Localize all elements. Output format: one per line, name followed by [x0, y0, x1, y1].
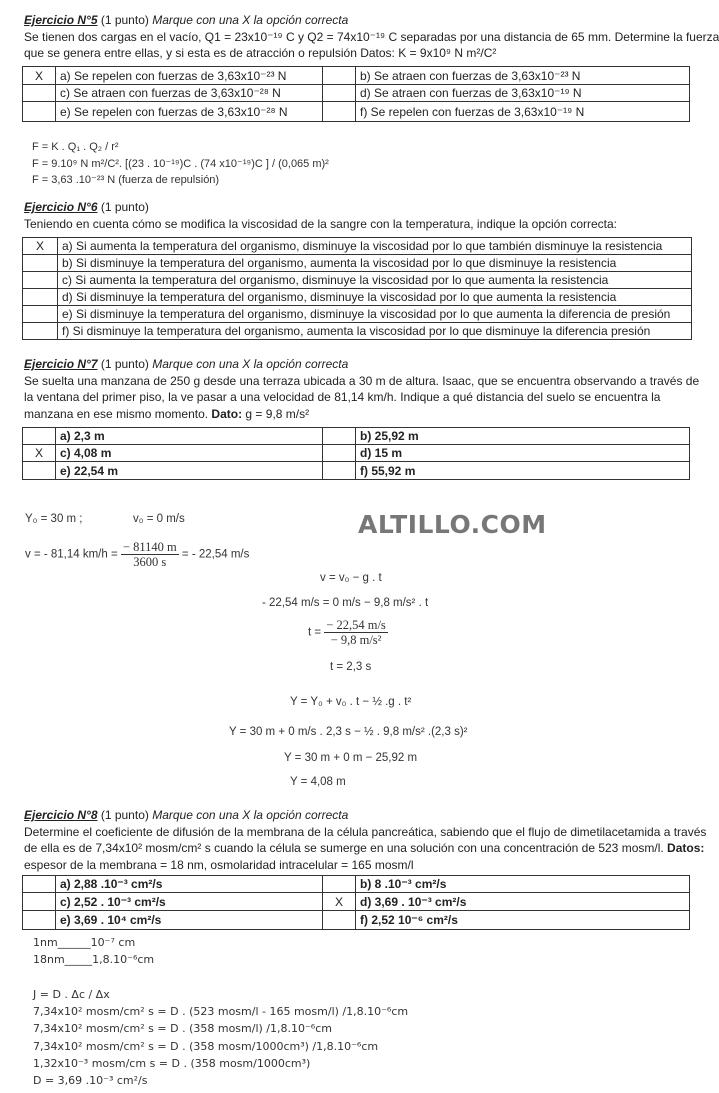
exercise-8-header [24, 807, 692, 824]
exercise-title: Ejercicio N°7 [24, 357, 98, 371]
exercise-5-header [24, 12, 692, 29]
answer-mark[interactable] [23, 462, 56, 480]
denominator: 3600 s [133, 555, 167, 569]
option-b: b) Si disminuye la temperatura del organismo, aumenta la viscosidad por lo que disminuye la resistencia [58, 255, 692, 272]
solution-line: Y₀ = 30 m ; [25, 513, 83, 525]
solution-line: 1,32x10⁻³ mosm/cm s = D . (358 mosm/1000cm³) [33, 1056, 311, 1070]
answer-mark[interactable] [23, 323, 58, 340]
option-b: b) Se atraen con fuerzas de 3,63x10⁻²³ N [356, 67, 690, 85]
exercise-5 [24, 12, 719, 62]
conversion-line: 1nm______10⁻⁷ cm [33, 936, 136, 949]
answer-mark[interactable] [23, 255, 58, 272]
question-text-part: de ella es de 7,34x10² mosm/cm² s cuando la célula se sumerge en una solución con una concentración de 523 mosm/l. [24, 841, 668, 855]
option-d: d) 15 m [356, 445, 690, 462]
option-row [23, 893, 690, 911]
option-a: a) Si aumenta la temperatura del organismo, disminuye la viscosidad por lo que también disminuye la resistencia [58, 238, 692, 255]
answer-mark[interactable] [23, 876, 56, 893]
option-row [23, 67, 690, 85]
answer-mark[interactable] [23, 272, 58, 289]
exercise-title: Ejercicio N°8 [24, 808, 98, 822]
solution-line: J = D . Δc / Δx [33, 988, 110, 1001]
fraction [121, 540, 179, 569]
option-f: f) 2,52 10⁻⁶ cm²/s [356, 911, 690, 930]
solution-line: 7,34x10² mosm/cm² s = D . (523 mosm/l - 165 mosm/l) /1,8.10⁻⁶cm [33, 1005, 409, 1019]
question-text: la ventana del primer piso, la ve pasar a una velocidad de 81,14 km/h. Indique a qué distancia del suelo se encuentra la [24, 390, 661, 404]
question-text: Se tienen dos cargas en el vacío, Q1 = 23x10⁻¹⁹ C y Q2 = 74x10⁻¹⁹ C separadas por una distancia de 65 mm. Determine la fuerza [24, 29, 719, 44]
exercise-8-solution [33, 987, 692, 1090]
option-a: a) Se repelen con fuerzas de 3,63x10⁻²³ N [56, 67, 323, 85]
option-e: e) 3,69 . 10⁴ cm²/s [56, 911, 323, 930]
instruction: Marque con una X la opción correcta [152, 13, 349, 27]
option-c: c) 2,52 . 10⁻³ cm²/s [56, 893, 323, 911]
option-f: f) Si disminuye la temperatura del organismo, aumenta la viscosidad por lo que disminuye la diferencia presión [58, 323, 692, 340]
option-row [23, 911, 690, 930]
question-text [24, 406, 692, 423]
equation-part: = - 22,54 m/s [181, 548, 250, 561]
solution-line: F = 9.10⁹ N m²/C². [(23 . 10⁻¹⁹)C . (74 x10⁻¹⁹)C ] / (0,065 m)² [32, 157, 329, 170]
question-text: Determine el coeficiente de difusión de la membrana de la célula pancreática, sabiendo que el flujo de dimetilacetamida a través [24, 824, 707, 839]
answer-mark[interactable] [323, 462, 356, 480]
exercise-8 [24, 807, 707, 873]
option-row [23, 238, 692, 255]
exercise-title: Ejercicio N°6 [24, 200, 98, 214]
solution-line: 7,34x10² mosm/cm² s = D . (358 mosm/l) /1,8.10⁻⁶cm [33, 1022, 332, 1036]
datos-label: Datos: [667, 841, 705, 855]
answer-mark[interactable] [23, 911, 56, 930]
option-b: b) 8 .10⁻³ cm²/s [356, 876, 690, 893]
option-row [23, 876, 690, 893]
points: (1 punto) [97, 200, 149, 214]
answer-mark[interactable] [23, 893, 56, 911]
points: (1 punto) [97, 357, 153, 371]
exercise-6-header [24, 199, 692, 216]
answer-mark[interactable] [23, 428, 56, 445]
option-row [23, 272, 692, 289]
exercise-6-options [22, 237, 692, 340]
exercise-5-solution [32, 139, 692, 189]
instruction: Marque con una X la opción correcta [152, 357, 349, 371]
exercise-8-options [22, 875, 690, 930]
watermark-logo: ALTILLO.COM [358, 510, 547, 539]
answer-mark[interactable]: X [23, 238, 58, 255]
option-d: d) Si disminuye la temperatura del organismo, disminuye la viscosidad por lo que aumenta la resistencia [58, 289, 692, 306]
option-b: b) 25,92 m [356, 428, 690, 445]
option-row [23, 85, 690, 102]
solution-line: Y = 4,08 m [290, 776, 346, 788]
answer-mark[interactable] [23, 306, 58, 323]
numerator: − 22,54 m/s [326, 618, 386, 632]
solution-line: F = 3,63 .10⁻²³ N (fuerza de repulsión) [32, 174, 220, 186]
equation-part: v = - 81,14 km/h = [25, 548, 118, 561]
denominator: − 9,8 m/s² [330, 633, 382, 647]
option-c: c) 4,08 m [56, 445, 323, 462]
answer-mark[interactable] [23, 102, 56, 122]
points: (1 punto) [97, 13, 153, 27]
time-fraction [308, 618, 388, 647]
answer-mark[interactable] [323, 876, 356, 893]
exercise-5-options [22, 66, 690, 122]
option-f: f) Se repelen con fuerzas de 3,63x10⁻¹⁹ N [356, 102, 690, 122]
answer-mark[interactable] [323, 911, 356, 930]
answer-mark[interactable]: X [323, 893, 356, 911]
exercise-7-options [22, 427, 690, 480]
solution-line: F = K . Q₁ . Q₂ / r² [32, 141, 119, 153]
answer-mark[interactable] [323, 67, 356, 85]
conversion-line: 18nm_____1,8.10⁻⁶cm [33, 952, 155, 966]
unit-conversion [33, 935, 692, 968]
solution-line: v = v₀ − g . t [320, 572, 382, 584]
option-d: d) Se atraen con fuerzas de 3,63x10⁻¹⁹ N [356, 85, 690, 102]
option-row [23, 102, 690, 122]
solution-line: v₀ = 0 m/s [133, 513, 185, 525]
exercise-6 [24, 199, 692, 232]
solution-line: Y = 30 m + 0 m/s . 2,3 s − ½ . 9,8 m/s² .(2,3 s)² [229, 726, 468, 738]
option-row [23, 462, 690, 480]
option-row [23, 323, 692, 340]
equation-part: t = [308, 626, 322, 639]
answer-mark[interactable] [323, 445, 356, 462]
answer-mark[interactable] [23, 85, 56, 102]
instruction: Marque con una X la opción correcta [152, 808, 349, 822]
answer-mark[interactable] [23, 289, 58, 306]
answer-mark[interactable]: X [23, 67, 56, 85]
solution-line: Y = Y₀ + v₀ . t − ½ .g . t² [290, 696, 412, 708]
option-row [23, 428, 690, 445]
option-row [23, 289, 692, 306]
solution-line: - 22,54 m/s = 0 m/s − 9,8 m/s² . t [262, 597, 429, 609]
solution-line: Y = 30 m + 0 m − 25,92 m [284, 752, 418, 764]
question-text-part: manzana en ese mismo momento. [24, 406, 212, 421]
option-e: e) 22,54 m [56, 462, 323, 480]
option-e: e) Se repelen con fuerzas de 3,63x10⁻²⁸ N [56, 102, 323, 122]
option-d: d) 3,69 . 10⁻³ cm²/s [356, 893, 690, 911]
question-text: Se suelta una manzana de 250 g desde una terraza ubicada a 30 m de altura. Isaac, que se encuentra observando a través de [24, 373, 700, 388]
option-f: f) 55,92 m [356, 462, 690, 480]
datos-label: Dato: [211, 406, 243, 421]
velocity-conversion [25, 540, 249, 569]
question-text: que se genera entre ellas, y si esta es de atracción o repulsión Datos: K = 9x10⁹ N m²/C² [24, 46, 497, 60]
numerator: − 81140 m [122, 540, 177, 554]
datos-value: g = 9,8 m/s² [242, 406, 310, 421]
exercise-7 [24, 356, 700, 422]
option-row [23, 306, 692, 323]
option-row [23, 255, 692, 272]
question-text: Teniendo en cuenta cómo se modifica la viscosidad de la sangre con la temperatura, indique la opción correcta: [24, 216, 618, 231]
exercise-title: Ejercicio N°5 [24, 13, 98, 27]
question-text: espesor de la membrana = 18 nm, osmolaridad intracelular = 165 mosm/l [24, 857, 414, 872]
question-text [24, 840, 705, 857]
points: (1 punto) [97, 808, 153, 822]
answer-mark[interactable]: X [23, 445, 56, 462]
exercise-7-header [24, 356, 692, 373]
option-c: c) Se atraen con fuerzas de 3,63x10⁻²⁸ N [56, 85, 323, 102]
option-a: a) 2,88 .10⁻³ cm²/s [56, 876, 323, 893]
answer-mark[interactable] [323, 85, 356, 102]
answer-mark[interactable] [323, 102, 356, 122]
solution-line: 7,34x10² mosm/cm² s = D . (358 mosm/1000cm³) /1,8.10⁻⁶cm [33, 1039, 379, 1053]
solution-line: t = 2,3 s [330, 661, 372, 673]
answer-mark[interactable] [323, 428, 356, 445]
solution-line: D = 3,69 .10⁻³ cm²/s [33, 1073, 148, 1087]
option-c: c) Si aumenta la temperatura del organismo, disminuye la viscosidad por lo que aumenta la resistencia [58, 272, 692, 289]
option-a: a) 2,3 m [56, 428, 323, 445]
option-e: e) Si disminuye la temperatura del organismo, disminuye la viscosidad por lo que aumenta la diferencia de presión [58, 306, 692, 323]
option-row [23, 445, 690, 462]
fraction [324, 618, 388, 647]
